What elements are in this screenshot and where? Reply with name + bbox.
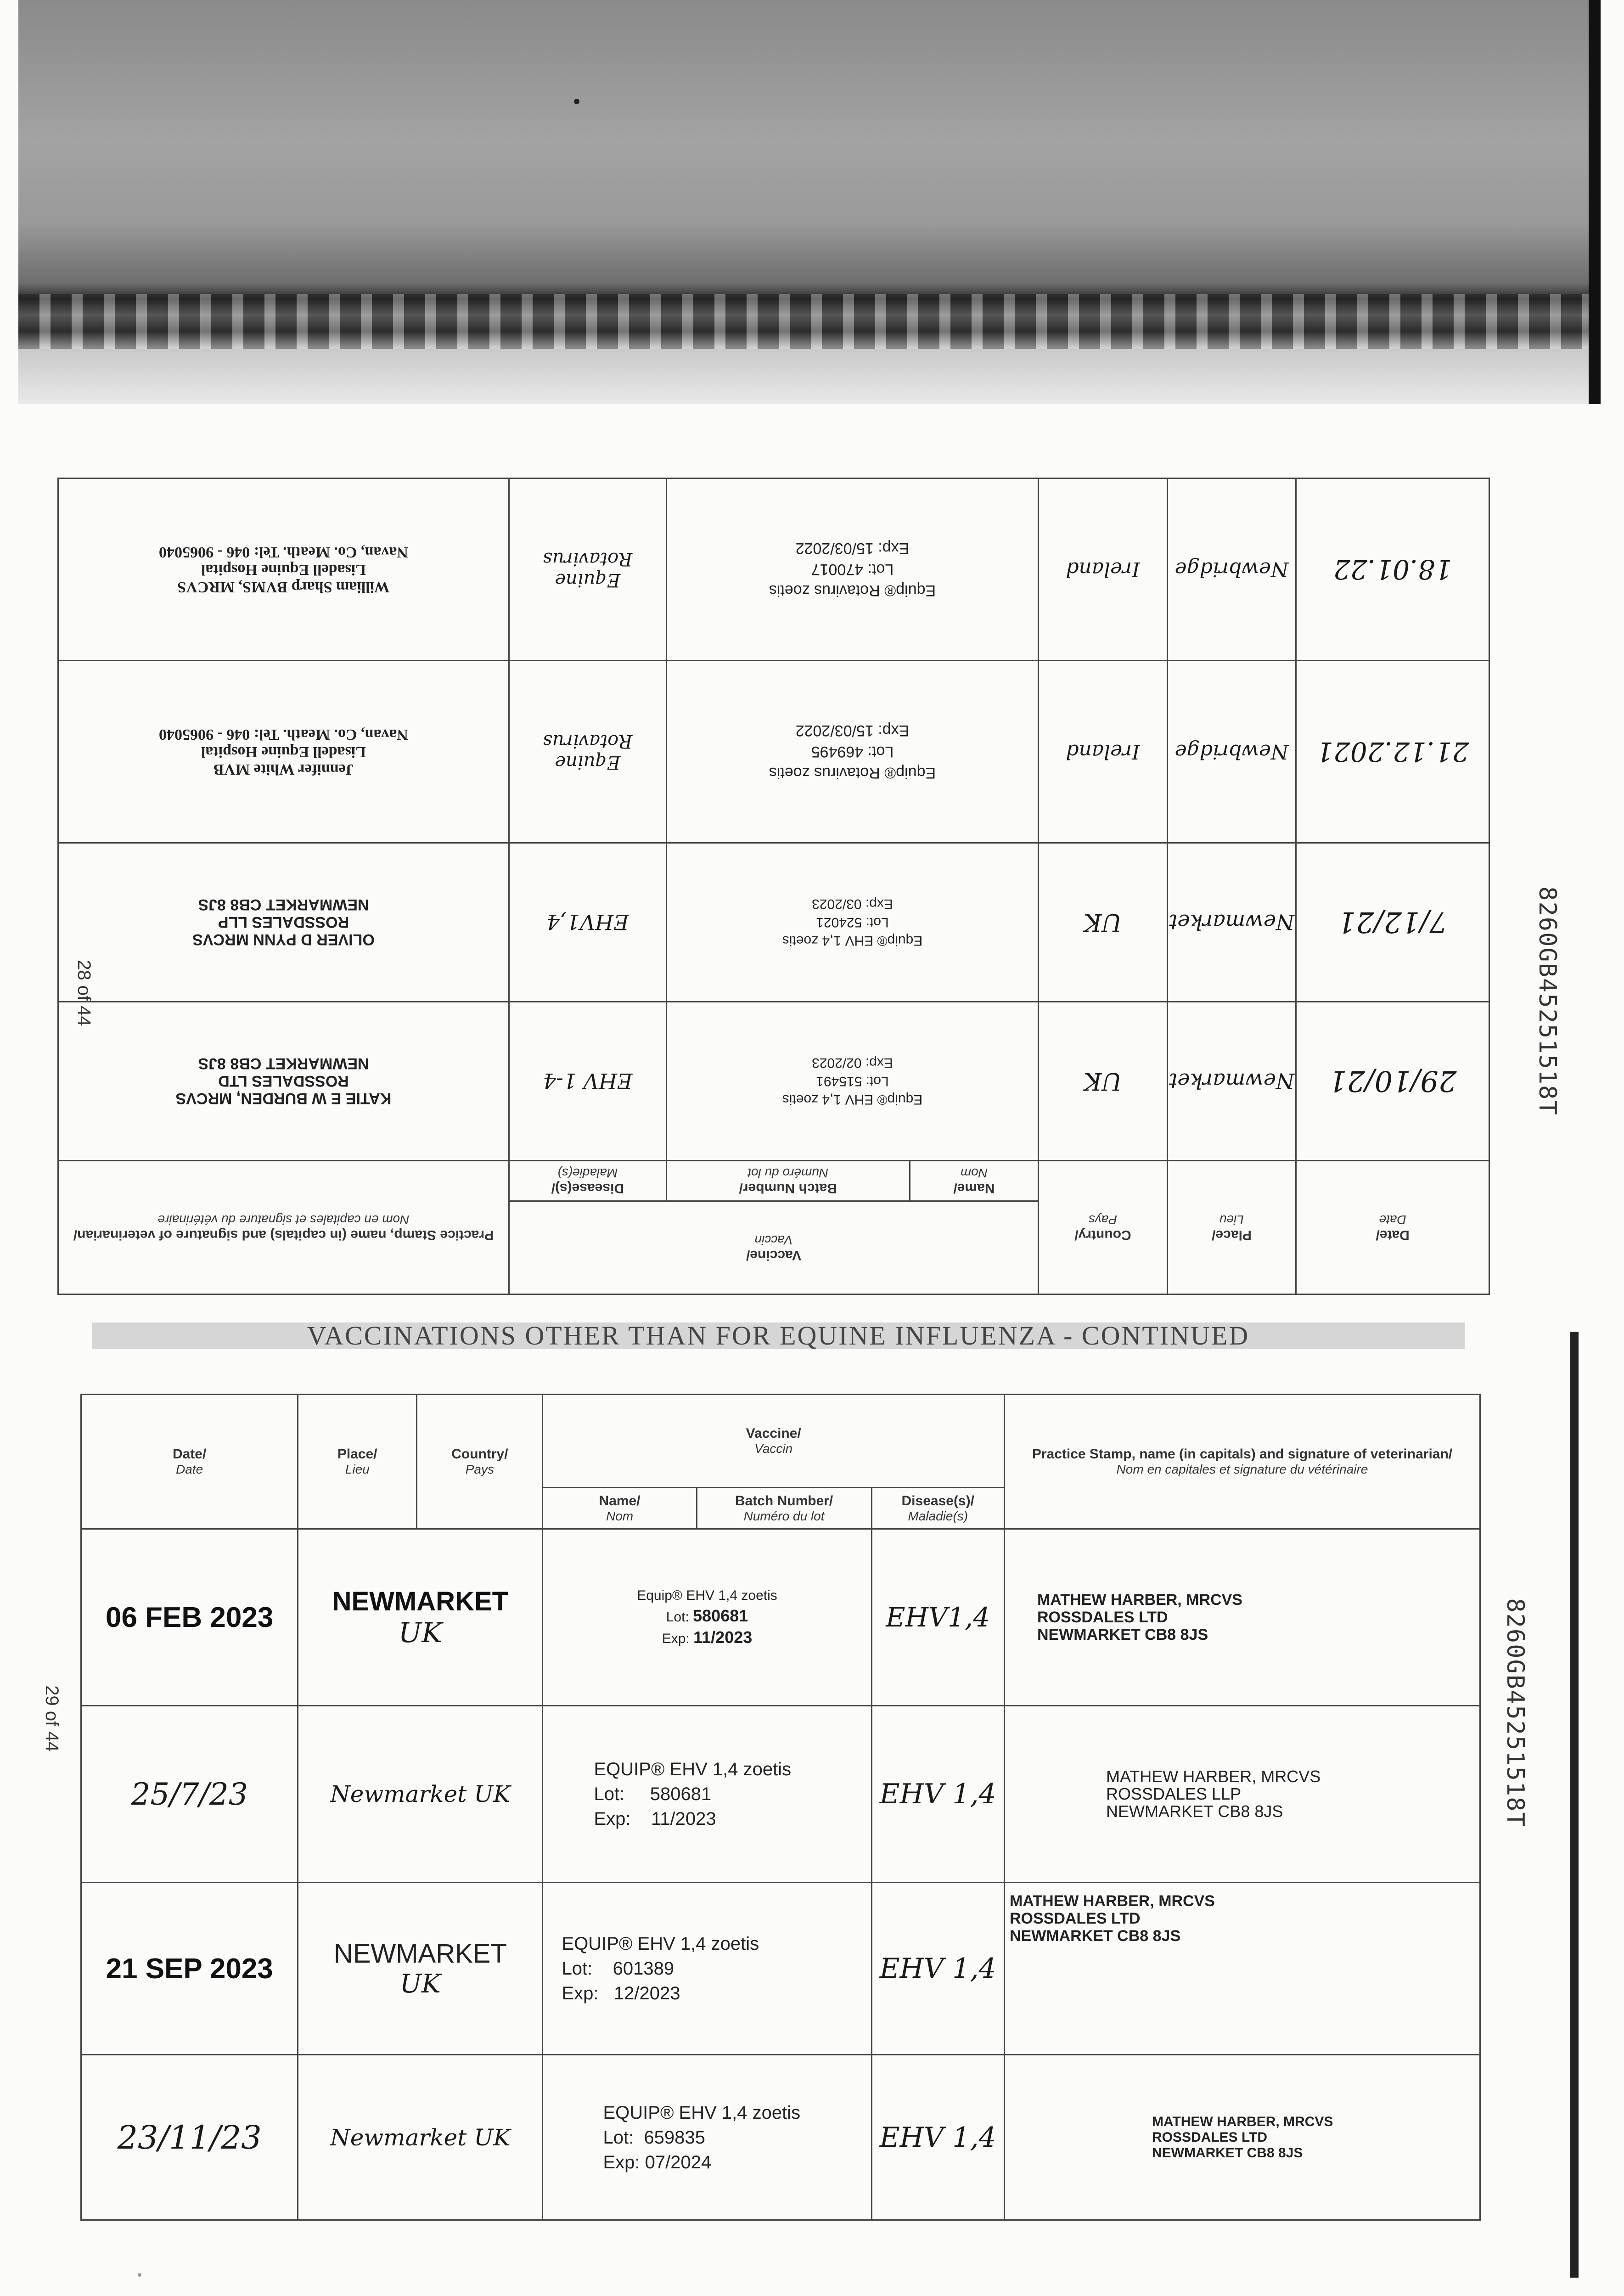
header-date: Date/ Date [81, 1395, 298, 1529]
date-cell: 25/7/23 [81, 1706, 298, 1883]
header-place: Place/ Lieu [298, 1395, 417, 1529]
practice-address: Navan, Co. Meath. Tel: 046 - 9065040 [158, 726, 408, 743]
vaccine-name: EQUIP® EHV 1,4 zoetis [594, 1759, 792, 1779]
table-row [58, 660, 1489, 843]
lot-label: Lot: [867, 743, 894, 760]
lot-number: 659835 [644, 2127, 705, 2148]
exp-label: Exp: [865, 1055, 893, 1071]
lot-number: 580681 [693, 1606, 748, 1625]
place-cell: Newbridge [1167, 660, 1296, 843]
vaccine-name: EQUIP® EHV 1,4 zoetis [562, 1934, 759, 1954]
vet-name: William Sharp BVMS, MRCVS [177, 578, 390, 596]
lot-label: Lot: [603, 2127, 634, 2148]
exp-date: 15/03/2022 [795, 721, 874, 739]
country-text: UK [399, 1969, 441, 1999]
table-row [58, 1002, 1489, 1160]
practice-address: Navan, Co. Meath. Tel: 046 - 9065040 [158, 543, 408, 561]
lot-number: 524021 [816, 915, 862, 930]
disease-cell: EHV 1,4 [871, 1706, 1004, 1883]
practice-address: NEWMARKET CB8 8JS [1037, 1626, 1208, 1643]
place-cell [298, 1529, 543, 1706]
exp-label: Exp: [878, 721, 910, 739]
practice-name: ROSSDALES LTD [218, 1072, 349, 1090]
page-28-table [57, 478, 1490, 1295]
disease-cell: EHV1,4 [871, 1529, 1004, 1706]
practice-stamp-cell [58, 843, 509, 1002]
exp-date: 07/2024 [645, 2152, 712, 2172]
vet-name: MATHEW HARBER, MRCVS [1152, 2114, 1333, 2129]
country-cell: UK [1039, 1002, 1168, 1160]
vet-name: OLIVER D PYNN MRCVS [192, 931, 375, 949]
table-row [81, 1883, 1480, 2055]
header-country: Country/ Pays [417, 1395, 543, 1529]
practice-address: NEWMARKET CB8 8JS [198, 1055, 369, 1073]
country-text: UK [474, 1781, 511, 1807]
header-date: Date/ Date [1296, 1161, 1489, 1294]
vaccine-name: Equip® Rotavirus zoetis [769, 764, 936, 782]
header-batch: Batch Number/ Numéro du lot [666, 1161, 910, 1201]
practice-name: ROSSDALES LLP [218, 913, 349, 931]
place-cell [298, 2055, 543, 2220]
practice-name: Lisadell Equine Hospital [201, 743, 366, 760]
country-cell: UK [1039, 843, 1168, 1002]
vaccine-label-cell [666, 478, 1038, 661]
exp-date: 02/2023 [812, 1055, 862, 1071]
exp-label: Exp: [662, 1631, 690, 1646]
country-text: UK [398, 1616, 443, 1649]
lot-label: Lot: [562, 1958, 593, 1979]
lot-label: Lot: [594, 1784, 625, 1804]
lot-label: Lot: [867, 560, 894, 578]
vaccine-name: Equip® EHV 1,4 zoetis [637, 1588, 777, 1603]
exp-label: Exp: [603, 2152, 640, 2172]
vaccine-label-cell [543, 1883, 871, 2055]
practice-stamp-cell [1004, 1529, 1480, 1706]
date-cell: 18.01.22 [1296, 478, 1489, 661]
practice-address: NEWMARKET CB8 8JS [1009, 1927, 1181, 1945]
header-place: Place/ Lieu [1167, 1161, 1296, 1294]
serial-number-p29: 8260GB45251518T [1501, 1598, 1529, 1828]
place-cell: Newmarket [1167, 843, 1296, 1002]
exp-label: Exp: [878, 539, 910, 557]
country-cell: Ireland [1039, 478, 1168, 661]
practice-name: ROSSDALES LTD [1152, 2129, 1268, 2145]
lot-number: 580681 [650, 1784, 712, 1804]
practice-stamp-cell [1004, 1706, 1480, 1883]
date-cell: 21.12.2021 [1296, 660, 1489, 843]
lot-number: 601389 [613, 1958, 674, 1979]
place-text: Newmarket [330, 1781, 467, 1807]
vet-name: KATIE E W BURDEN, MRCVS [175, 1090, 392, 1108]
date-cell: 06 FEB 2023 [81, 1529, 298, 1706]
serial-number-p28: 8260GB45251518T [1533, 886, 1561, 1116]
vaccine-label-cell [666, 660, 1038, 843]
lot-label: Lot: [865, 915, 889, 930]
place-cell [298, 1883, 543, 2055]
practice-stamp-cell [58, 660, 509, 843]
exp-label: Exp: [865, 896, 893, 912]
vaccine-label-cell [666, 843, 1038, 1002]
practice-stamp-cell [1004, 2055, 1480, 2220]
vaccine-name: EQUIP® EHV 1,4 zoetis [603, 2102, 801, 2123]
header-country: Country/ Pays [1039, 1161, 1168, 1294]
exp-date: 03/2023 [812, 896, 862, 912]
page-29-table [80, 1394, 1481, 2174]
disease-cell: EHV 1-4 [509, 1002, 666, 1160]
header-batch: Batch Number/ Numéro du lot [697, 1488, 871, 1529]
header-vaccine: Vaccine/ Vaccin [509, 1201, 1038, 1294]
practice-stamp-cell [1004, 1883, 1480, 2055]
practice-stamp-cell [58, 478, 509, 661]
practice-address: NEWMARKET CB8 8JS [198, 896, 369, 914]
lot-label: Lot: [865, 1074, 889, 1089]
vet-name: MATHEW HARBER, MRCVS [1037, 1591, 1242, 1609]
exp-label: Exp: [594, 1809, 631, 1829]
practice-stamp-cell [58, 1002, 509, 1160]
section-heading: VACCINATIONS OTHER THAN FOR EQUINE INFLUENZA - CONTINUED [92, 1322, 1465, 1349]
place-cell [298, 1706, 543, 1883]
disease-cell: EHV 1,4 [871, 2055, 1004, 2220]
page-number-29: 29 of 44 [41, 1685, 62, 1752]
header-practice: Practice Stamp, name (in capitals) and signature of veterinarian/ Nom en capitales et signature du vétérinaire [58, 1161, 509, 1294]
vaccine-label-cell [543, 1706, 871, 1883]
scan-speck [574, 99, 579, 104]
scan-speck [138, 2273, 141, 2277]
vet-name: MATHEW HARBER, MRCVS [1106, 1767, 1321, 1786]
place-cell: Newmarket [1167, 1002, 1296, 1160]
header-name: Name/ Nom [910, 1161, 1039, 1201]
exp-date: 11/2023 [651, 1809, 716, 1829]
vaccine-label-cell [543, 1529, 871, 1706]
scan-edge-bar [1570, 1332, 1579, 2278]
table-row [81, 2055, 1480, 2220]
scan-artifact-lines [18, 294, 1589, 349]
practice-name: ROSSDALES LLP [1106, 1784, 1242, 1803]
header-name: Name/ Nom [543, 1488, 697, 1529]
lot-label: Lot: [666, 1609, 689, 1625]
table-row [58, 843, 1489, 1002]
disease-cell: Equine Rotavirus [509, 660, 666, 843]
place-cell: Newbridge [1167, 478, 1296, 661]
practice-address: NEWMARKET CB8 8JS [1106, 1802, 1283, 1821]
disease-cell: EHV1,4 [509, 843, 666, 1002]
vaccine-label-cell [543, 2055, 871, 2220]
header-practice: Practice Stamp, name (in capitals) and signature of veterinarian/ Nom en capitales et signature du vétérinaire [1004, 1395, 1480, 1529]
practice-name: Lisadell Equine Hospital [201, 561, 366, 578]
lot-number: 515491 [816, 1074, 862, 1089]
exp-date: 11/2023 [693, 1628, 753, 1647]
date-cell: 21 SEP 2023 [81, 1883, 298, 2055]
practice-name: ROSSDALES LTD [1037, 1609, 1168, 1626]
practice-name: ROSSDALES LTD [1009, 1910, 1141, 1927]
exp-date: 12/2023 [613, 1983, 680, 2003]
vaccine-name: Equip® EHV 1,4 zoetis [782, 933, 923, 949]
lot-number: 469495 [811, 743, 864, 760]
place-text: Newmarket [330, 2124, 467, 2151]
place-text: NEWMARKET [333, 1939, 507, 1969]
header-disease: Disease(s)/ Maladie(s) [871, 1488, 1004, 1529]
vet-name: Jennifer White MVB [214, 760, 354, 778]
disease-cell: Equine Rotavirus [509, 478, 666, 661]
table-row [58, 478, 1489, 661]
date-cell: 29/10/21 [1296, 1002, 1489, 1160]
exp-label: Exp: [562, 1983, 599, 2003]
table-row [81, 1529, 1480, 1706]
vet-name: MATHEW HARBER, MRCVS [1009, 1892, 1215, 1910]
disease-cell: EHV 1,4 [871, 1883, 1004, 2055]
date-cell: 7/12/21 [1296, 843, 1489, 1002]
country-text: UK [474, 2124, 511, 2151]
exp-date: 15/03/2022 [795, 539, 874, 557]
vaccine-name: Equip® Rotavirus zoetis [769, 581, 936, 599]
date-cell: 23/11/23 [81, 2055, 298, 2220]
vaccine-label-cell [666, 1002, 1038, 1160]
header-disease: Disease(s)/ Maladie(s) [509, 1161, 666, 1201]
place-text: NEWMARKET [332, 1586, 509, 1616]
lot-number: 470017 [811, 560, 864, 578]
vaccine-name: Equip® EHV 1,4 zoetis [782, 1092, 923, 1108]
practice-address: NEWMARKET CB8 8JS [1152, 2145, 1303, 2161]
header-vaccine: Vaccine/ Vaccin [543, 1395, 1004, 1488]
country-cell: Ireland [1039, 660, 1168, 843]
table-row [81, 1706, 1480, 1883]
page-number-28: 28 of 44 [73, 960, 94, 1026]
